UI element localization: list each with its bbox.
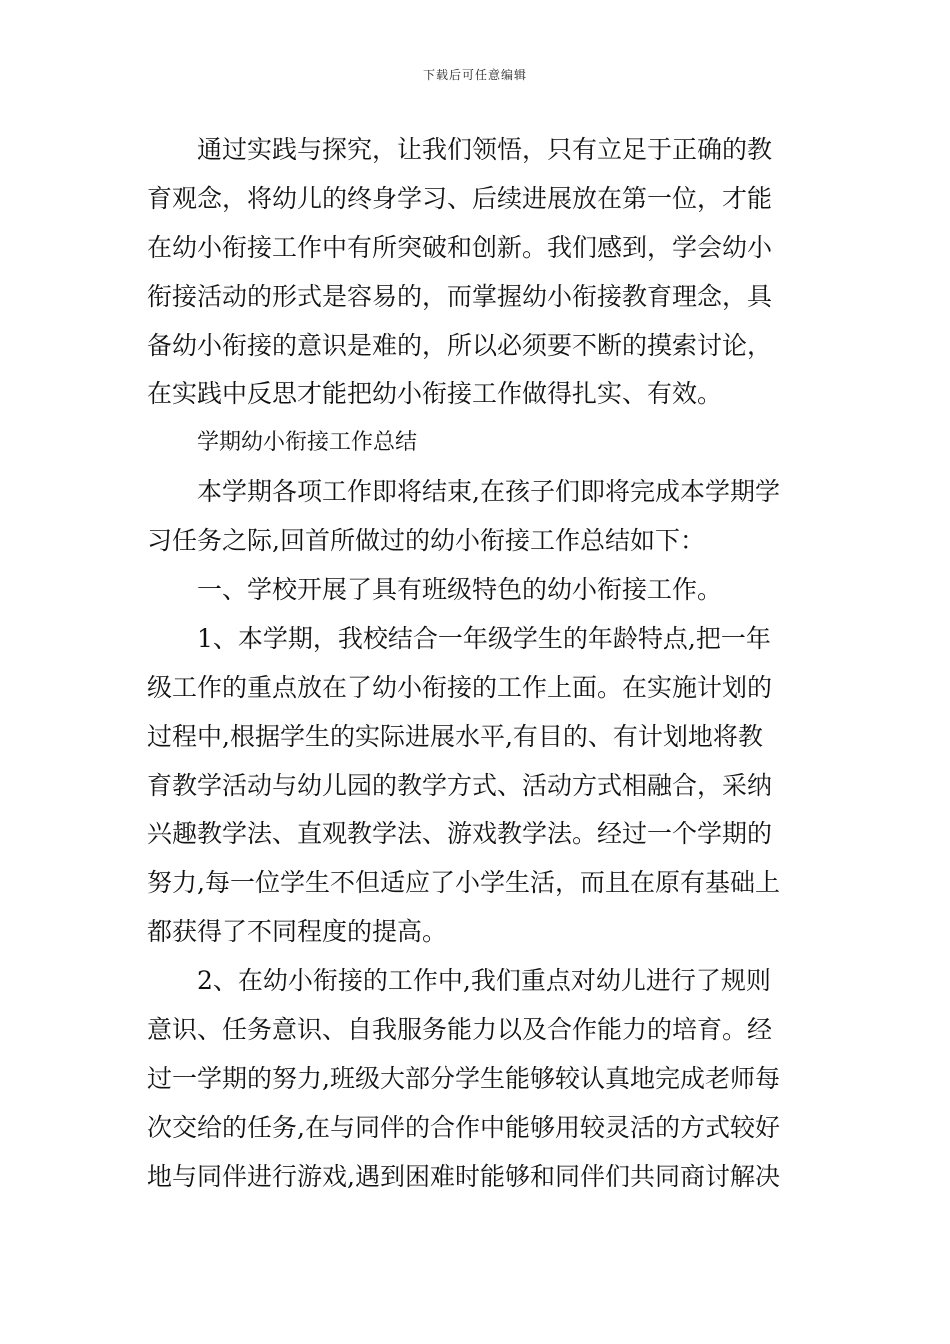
text-line: 习任务之际,回首所做过的幼小衔接工作总结如下： <box>147 526 705 556</box>
text-line: 本学期各项工作即将结束,在孩子们即将完成本学期学 <box>197 477 780 507</box>
text-line: 备幼小衔接的意识是难的，所以必须要不断的摸索讨论， <box>147 330 773 360</box>
text-line: 育教学活动与幼儿园的教学方式、活动方式相融合，采纳 <box>147 770 773 800</box>
text-line: 次交给的任务,在与同伴的合作中能够用较灵活的方式较好 <box>147 1112 780 1142</box>
text-line: 2、在幼小衔接的工作中,我们重点对幼儿进行了规则 <box>197 966 771 996</box>
section-heading: 学期幼小衔接工作总结 <box>197 430 418 456</box>
text-line: 衔接活动的形式是容易的，而掌握幼小衔接教育理念，具 <box>147 281 773 311</box>
text-line: 意识、任务意识、自我服务能力以及合作能力的培育。经 <box>147 1015 773 1045</box>
text-line: 在幼小衔接工作中有所突破和创新。我们感到，学会幼小 <box>147 232 773 262</box>
text-line: 在实践中反思才能把幼小衔接工作做得扎实、有效。 <box>147 379 723 409</box>
text-line: 育观念，将幼儿的终身学习、后续进展放在第一位，才能 <box>147 183 773 213</box>
text-line: 1、本学期，我校结合一年级学生的年龄特点,把一年 <box>197 623 771 653</box>
text-line: 过程中,根据学生的实际进展水平,有目的、有计划地将教 <box>147 721 763 751</box>
text-line: 努力,每一位学生不但适应了小学生活，而且在原有基础上 <box>147 868 780 898</box>
header-note: 下载后可任意编辑 <box>422 68 527 82</box>
text-line: 通过实践与探究，让我们领悟，只有立足于正确的教 <box>197 135 773 164</box>
text-line: 地与同伴进行游戏,遇到困难时能够和同伴们共同商讨解决 <box>147 1161 780 1191</box>
document-body <box>147 126 809 1202</box>
text-line: 过一学期的努力,班级大部分学生能够较认真地完成老师每 <box>147 1063 780 1093</box>
text-line: 一、学校开展了具有班级特色的幼小衔接工作。 <box>197 575 723 605</box>
text-line: 都获得了不同程度的提高。 <box>147 917 448 947</box>
text-line: 级工作的重点放在了幼小衔接的工作上面。在实施计划的 <box>147 672 773 702</box>
text-line: 兴趣教学法、直观教学法、游戏教学法。经过一个学期的 <box>147 819 773 849</box>
